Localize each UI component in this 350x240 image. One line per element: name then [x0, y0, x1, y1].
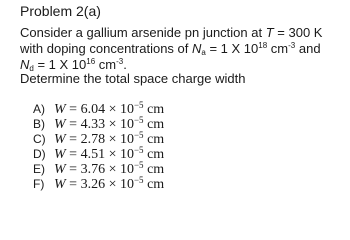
choice-letter: B) — [33, 117, 45, 131]
donor-symbol: N — [20, 57, 30, 72]
choice-unit: cm — [143, 117, 165, 132]
choice-variable: W — [54, 162, 66, 177]
donor-exponent: 16 — [86, 57, 96, 66]
acceptor-exponent: 18 — [258, 41, 268, 50]
choice-times: × — [105, 147, 120, 162]
answer-choice[interactable] — [33, 161, 164, 176]
choice-base: 10 — [119, 117, 134, 132]
choice-coefficient: 4.51 — [80, 147, 106, 162]
question-text — [20, 25, 345, 73]
choice-equals: = — [65, 132, 81, 147]
choice-unit: cm — [143, 162, 165, 177]
donor-period: . — [123, 57, 127, 72]
choice-unit: cm — [143, 177, 165, 192]
choice-unit: cm — [143, 132, 165, 147]
choice-coefficient: 2.78 — [80, 132, 106, 147]
donor-unit: cm — [95, 57, 117, 72]
choice-exponent: −5 — [133, 130, 144, 140]
choice-coefficient: 3.26 — [80, 177, 106, 192]
temperature-symbol: T — [265, 25, 274, 40]
choice-coefficient: 3.76 — [80, 162, 106, 177]
choice-variable: W — [54, 147, 66, 162]
choice-variable: W — [54, 132, 66, 147]
choice-letter: F) — [33, 177, 45, 191]
choice-exponent: −5 — [133, 145, 144, 155]
and-word: and — [295, 41, 321, 56]
doping-lead-text: with doping concentrations of — [20, 41, 189, 56]
acceptor-symbol: N — [192, 41, 202, 56]
question-line-1 — [20, 25, 345, 41]
choice-base: 10 — [119, 177, 134, 192]
donor-value: = 1 X 10 — [33, 57, 87, 72]
acceptor-subscript: a — [201, 48, 206, 57]
choice-base: 10 — [119, 147, 134, 162]
choice-unit: cm — [143, 147, 165, 162]
choice-equals: = — [65, 117, 81, 132]
choice-variable: W — [54, 117, 66, 132]
choice-equals: = — [65, 162, 81, 177]
choice-letter: D) — [33, 147, 46, 161]
question-prompt: Determine the total space charge width — [20, 71, 246, 86]
choice-times: × — [105, 102, 120, 117]
answer-choice[interactable] — [33, 176, 164, 191]
choice-coefficient: 4.33 — [80, 117, 106, 132]
choice-times: × — [105, 162, 120, 177]
answer-choice[interactable] — [33, 116, 164, 131]
choice-variable: W — [54, 177, 66, 192]
choice-equals: = — [65, 102, 81, 117]
choice-letter: A) — [33, 102, 45, 116]
choice-times: × — [105, 117, 120, 132]
answer-choice[interactable] — [33, 131, 164, 146]
choice-letter: E) — [33, 162, 45, 176]
choice-letter: C) — [33, 132, 46, 146]
choice-times: × — [105, 177, 120, 192]
problem-title: Problem 2(a) — [20, 3, 101, 19]
choice-variable: W — [54, 102, 66, 117]
answer-choice[interactable] — [33, 146, 164, 161]
question-lead-text: Consider a gallium arsenide pn junction at — [20, 25, 263, 40]
choice-exponent: −5 — [133, 175, 144, 185]
answer-choices — [33, 101, 164, 191]
acceptor-unit: cm — [267, 41, 289, 56]
choice-equals: = — [65, 147, 81, 162]
question-line-2 — [20, 41, 345, 57]
choice-base: 10 — [119, 162, 134, 177]
choice-base: 10 — [119, 102, 134, 117]
acceptor-value: = 1 X 10 — [205, 41, 259, 56]
choice-exponent: −5 — [133, 100, 144, 110]
choice-equals: = — [65, 177, 81, 192]
temperature-value: = 300 K — [273, 25, 323, 40]
choice-unit: cm — [143, 102, 165, 117]
choice-times: × — [105, 132, 120, 147]
answer-choice[interactable] — [33, 101, 164, 116]
acceptor-unit-exponent: -3 — [288, 41, 296, 50]
choice-base: 10 — [119, 132, 134, 147]
donor-subscript: d — [29, 64, 34, 73]
choice-exponent: −5 — [133, 115, 144, 125]
choice-coefficient: 6.04 — [80, 102, 106, 117]
choice-exponent: −5 — [133, 160, 144, 170]
donor-unit-exponent: -3 — [116, 57, 124, 66]
